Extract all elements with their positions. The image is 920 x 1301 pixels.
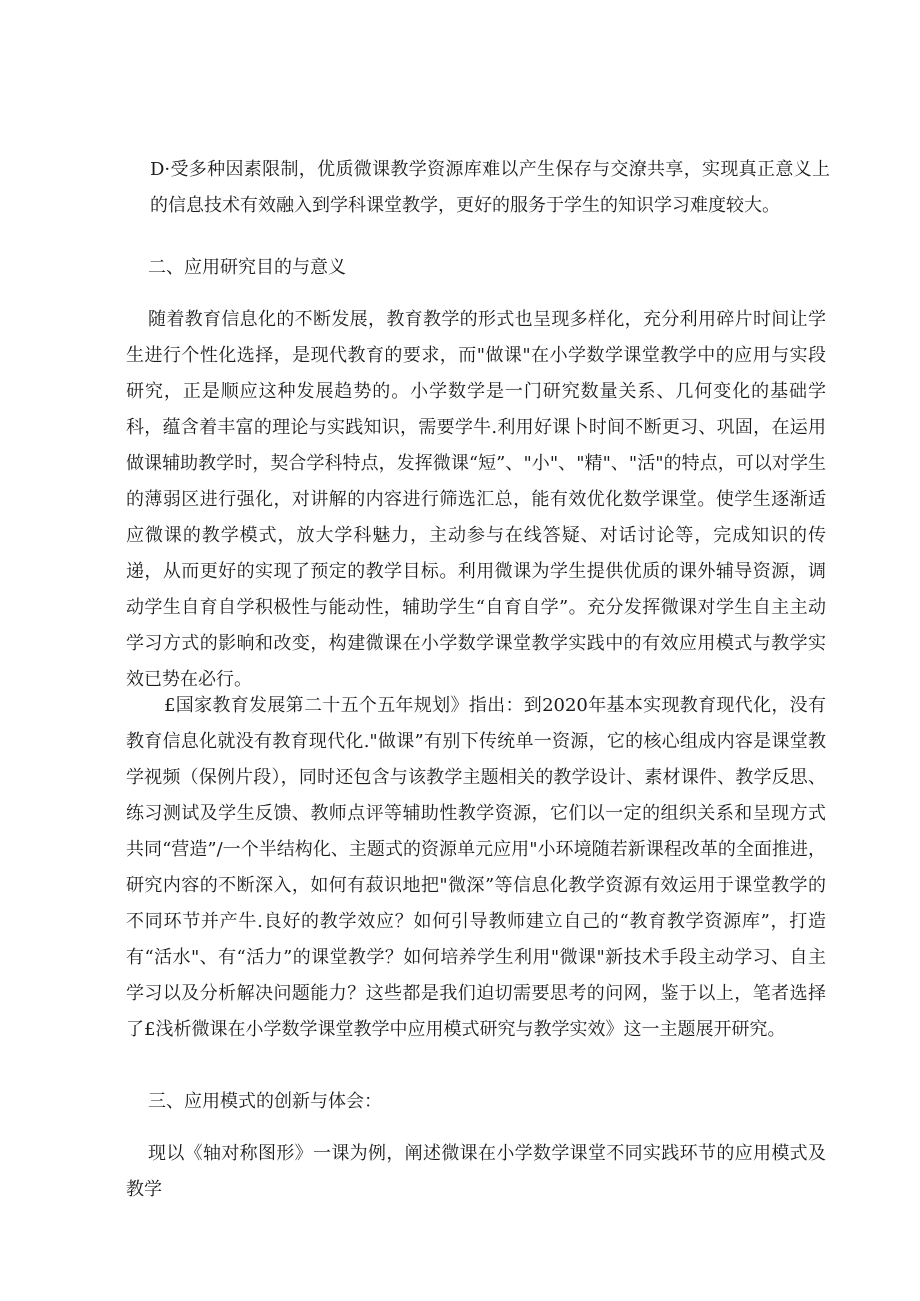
paragraph-example: 现以《轴对称图形》一课为例，阐述微课在小学数学课堂不同实践环节的应用模式及教学 [126,1143,826,1200]
paragraph-purpose: 随着教育信息化的不断发展，教育教学的形式也呈现多样化，充分利用碎片时间让学生进行个性化选择，是现代教育的要求，而"做课"在小学数学课堂教学中的应用与实段研究，正是顺应这种发展趋势的。小学数学是一门研究数量关系、几何变化的基础学科，蕴含着丰富的理论与实践知识，需要学牛.利用好课卜时间不断更习、巩固，在运用做课辅助教学时，契合学科特点，发挥微课“短”、"小"、"精"、"活"的特点，可以对学生的薄弱区进行强化，对讲解的内容进行筛选汇总，能有效优化数学课堂。使学生逐渐适应微课的教学模式，放大学科魅力，主动参与在线答疑、对话讨论等，完成知识的传递，从而更好的实现了预定的教学目标。利用微课为学生提供优质的课外辅导资源，调动学生自育自学积极性与能动性，辅助学生“自育自学”。充分发挥微课对学生自主主动学习方式的影晌和改变，构建微课在小学数学课堂教学实践中的有效应用模式与教学实效已势在必行。 [126,309,826,690]
paragraph-limitations: D·受多种因素限制，优质微课教学资源库难以产生保存与交潦共享，实现真正意义上的信息技术有效融入到学科课堂教学，更好的服务于学生的知识学习难度较大。 [150,159,830,216]
section-heading-model: 三、应用模式的创新与体会： [148,1091,382,1112]
section-heading-purpose: 二、应用研究目的与意义 [148,257,346,278]
paragraph-policy: £国家教育发展第二十五个五年规划》指出：到2020年基本实现教育现代化，没有教育信息化就没有教育现代化."做课”有别下传统单一资源，它的核心组成内容是课堂教学视频（保例片段），同时还包含与该教学主题相关的教学设计、素材课件、教学反思、练习测试及学生反馈、教师点评等辅助性教学资源，它们以一定的组织关系和呈现方式共同“营造”/一个半结构化、主题式的资源单元应用"小环境随若新课程改革的全面推进，研究内容的不断深入，如何有菽识地把"微深”等信息化教学资源有效运用于课堂教学的不同环节并产牛.良好的教学效应？如何引导教师建立自己的“教育教学资源库”，打造有“活水"、有“活力”的课堂教学？如何培养学生利用"微课"新技术手段主动学习、自主学习以及分析解决问题能力？这些都是我们迫切需要思考的问网，鉴于以上，笔者选择了£浅析微课在小学数学课堂教学中应用模式研究与教学实效》这一主题展开研究。 [126,695,826,1040]
